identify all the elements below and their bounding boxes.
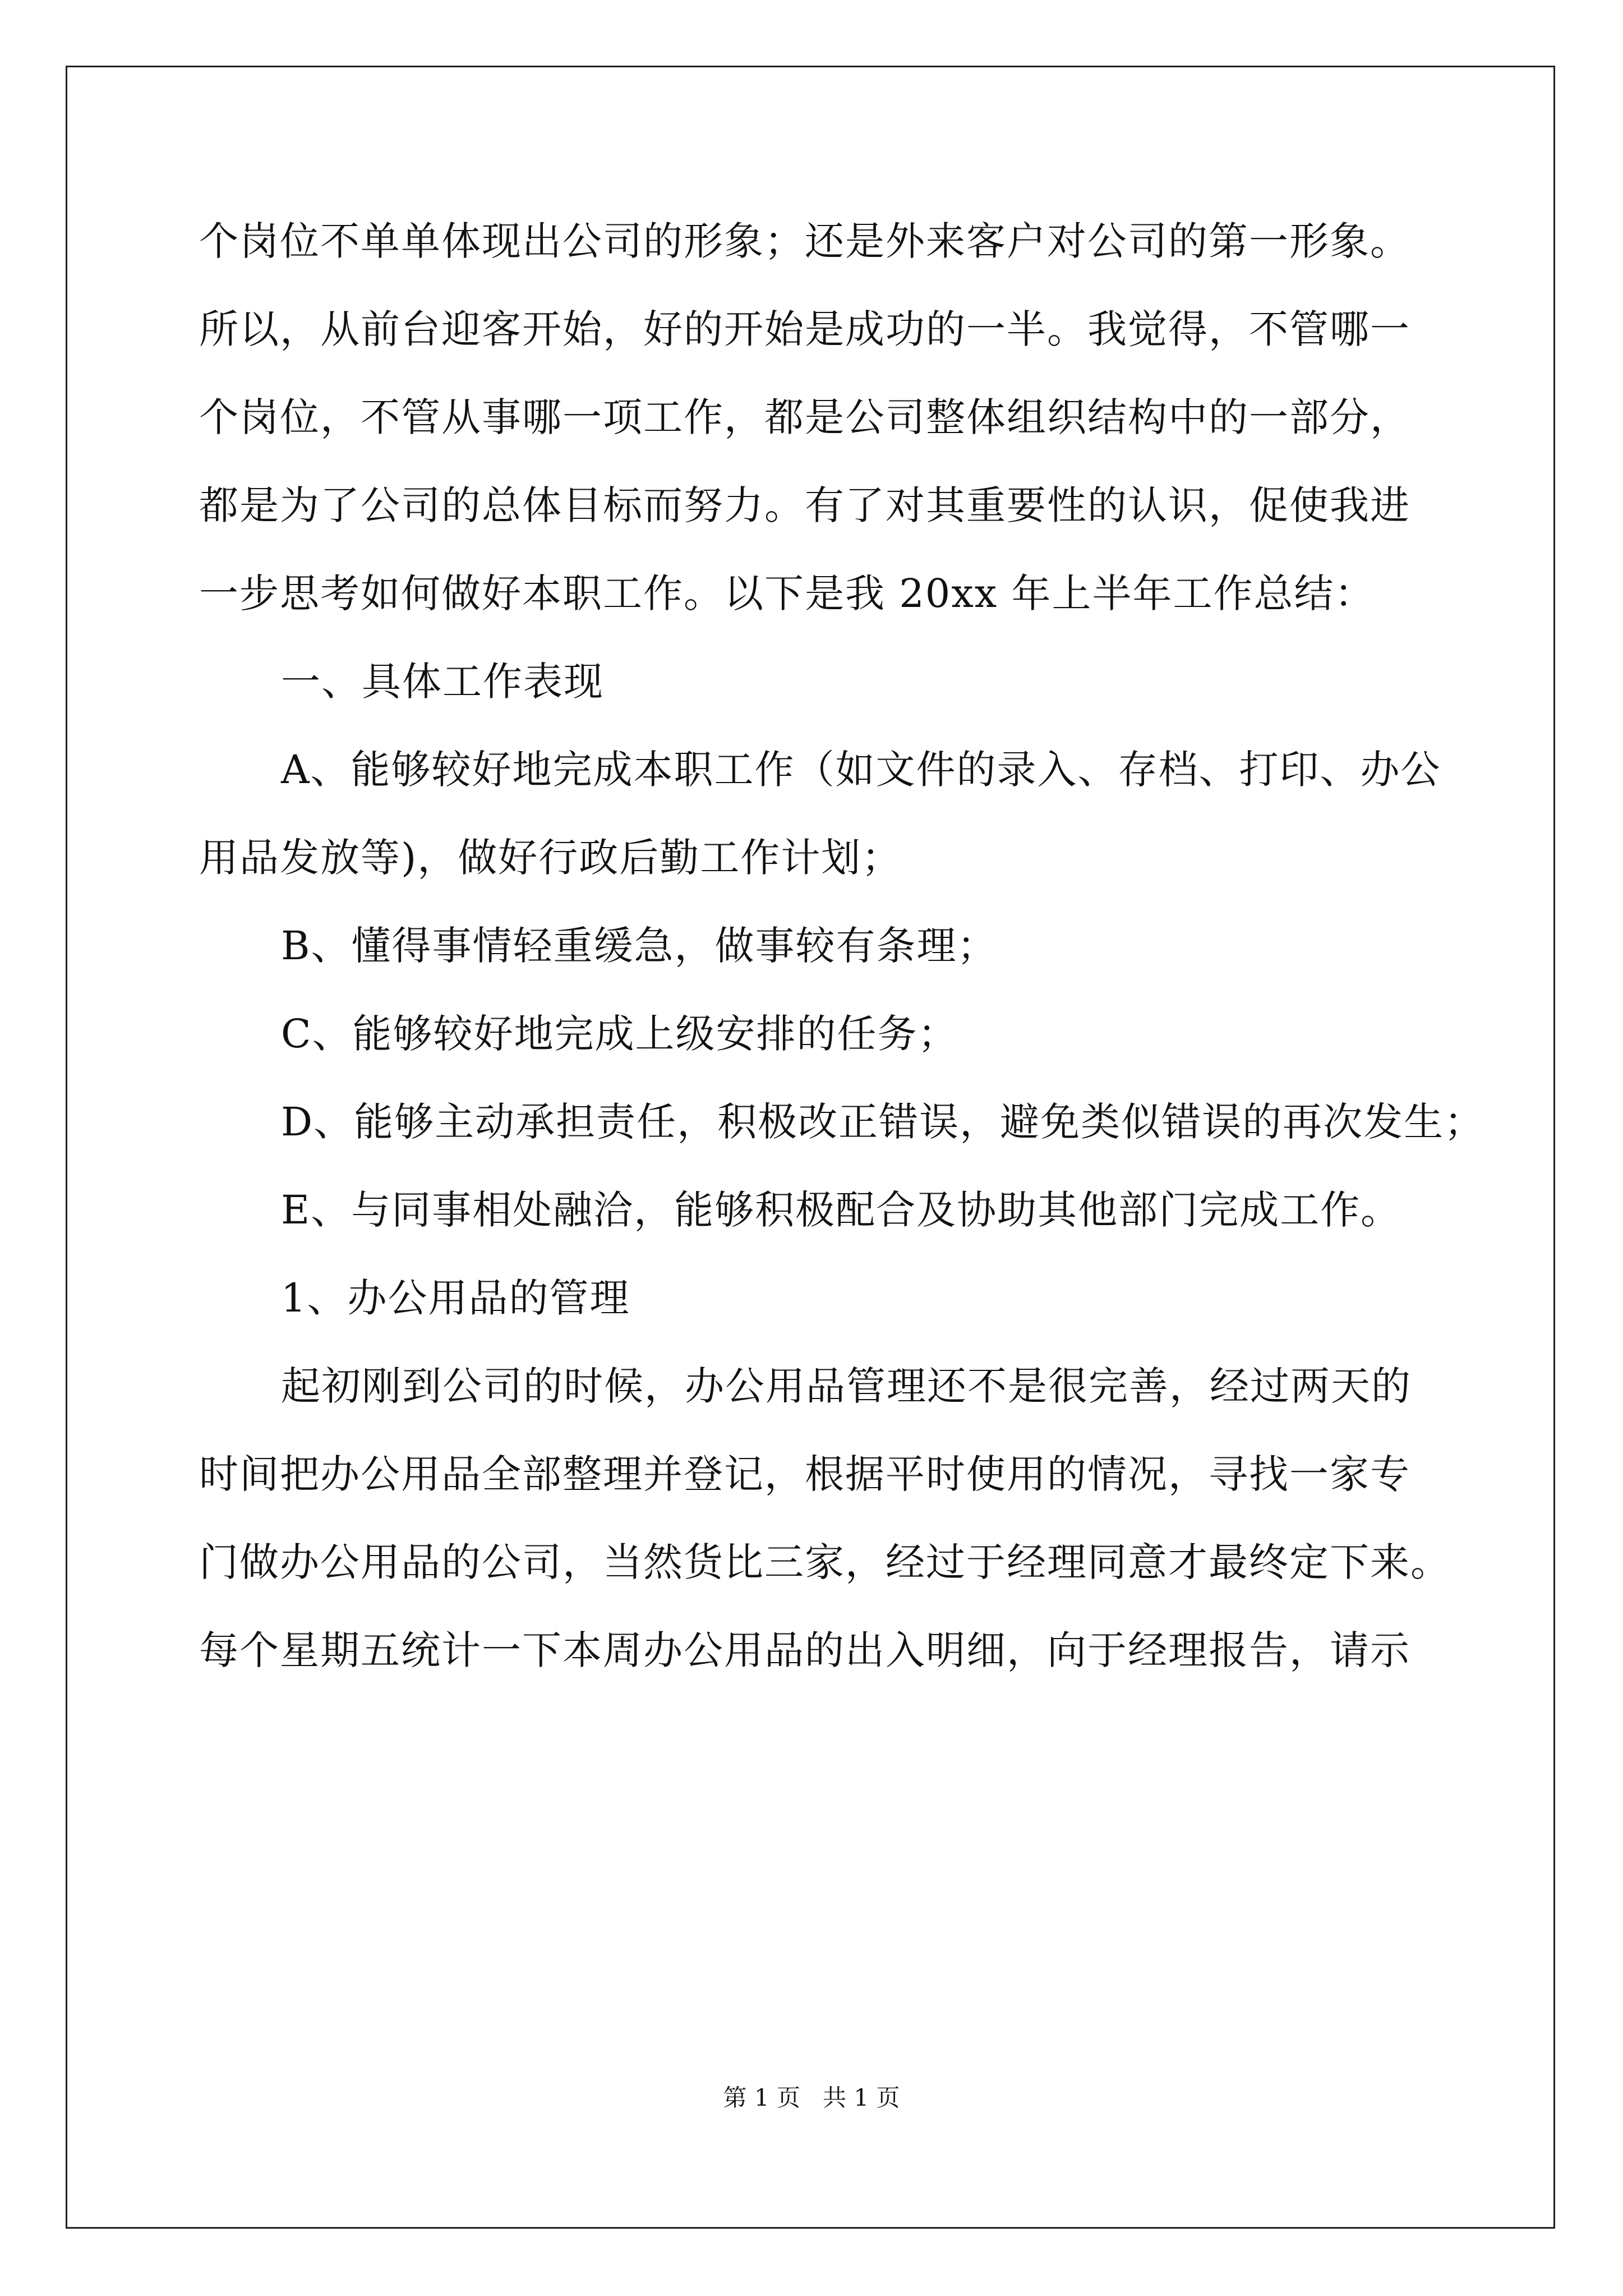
page-footer: 第 1 页 共 1 页 (723, 2084, 900, 2111)
list-item-d: D、能够主动承担责任，积极改正错误，避免类似错误的再次发生； (281, 1099, 1485, 1145)
text-line: 时间把办公用品全部整理并登记，根据平时使用的情况，寻找一家专 (199, 1451, 1410, 1497)
text-line: 都是为了公司的总体目标而努力。有了对其重要性的认识，促使我进 (199, 482, 1410, 528)
list-item-c: C、能够较好地完成上级安排的任务； (281, 1011, 958, 1057)
text-line: 门做办公用品的公司，当然货比三家，经过于经理同意才最终定下来。 (199, 1539, 1451, 1585)
text-line: 每个星期五统计一下本周办公用品的出入明细，向于经理报告，请示 (199, 1627, 1410, 1673)
list-item-e: E、与同事相处融洽，能够积极配合及协助其他部门完成工作。 (281, 1187, 1401, 1233)
list-item-b: B、懂得事情轻重缓急，做事较有条理； (281, 923, 998, 969)
text-line: 所以，从前台迎客开始，好的开始是成功的一半。我觉得，不管哪一 (199, 306, 1410, 352)
text-line: 用品发放等)，做好行政后勤工作计划； (199, 835, 902, 881)
text-line: 个岗位，不管从事哪一项工作，都是公司整体组织结构中的一部分， (199, 394, 1410, 440)
text-line: 起初刚到公司的时候，办公用品管理还不是很完善，经过两天的 (281, 1363, 1412, 1409)
section-heading: 一、具体工作表现 (281, 659, 604, 705)
text-line: 一步思考如何做好本职工作。以下是我 20xx 年上半年工作总结： (199, 570, 1375, 616)
text-line: 个岗位不单单体现出公司的形象；还是外来客户对公司的第一形象。 (199, 218, 1410, 264)
list-item-a: A、能够较好地完成本职工作（如文件的录入、存档、打印、办公 (281, 747, 1441, 793)
subsection-heading: 1、办公用品的管理 (281, 1275, 630, 1321)
